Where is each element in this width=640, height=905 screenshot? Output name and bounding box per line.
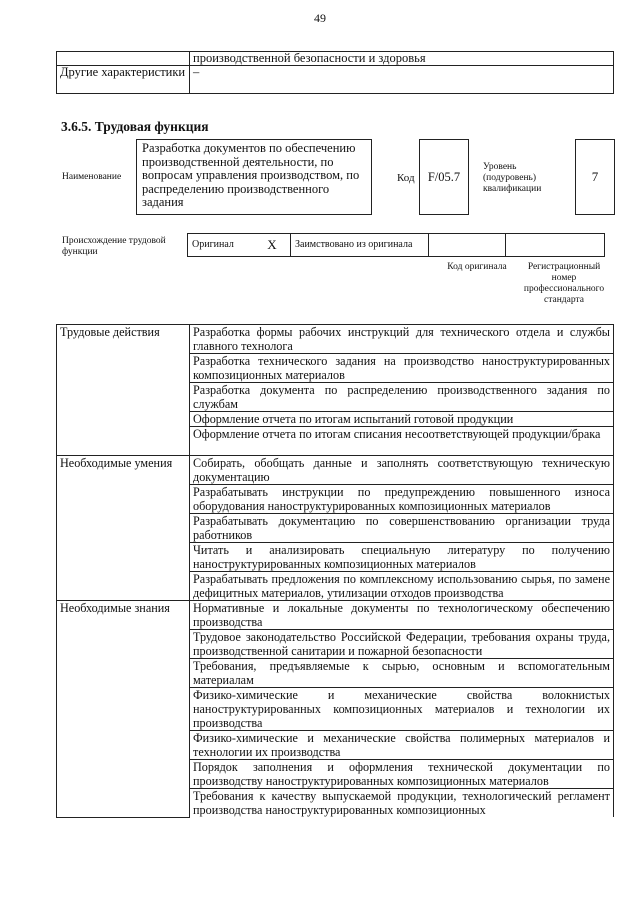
origin-label: Происхождение трудовой функции xyxy=(62,236,166,257)
list-item: Собирать, обобщать данные и заполнять соответствующую техническую документацию xyxy=(190,456,614,485)
list-item: Порядок заполнения и оформления технической документации по производству наноструктурированных композиционных материалов xyxy=(190,760,614,789)
section-title: 3.6.5. Трудовая функция xyxy=(61,119,209,134)
table-cell: производственной безопасности и здоровья xyxy=(190,52,614,66)
table-row xyxy=(57,52,614,66)
list-item: Разрабатывать инструкции по предупреждению повышенного износа оборудования наноструктурированных композиционных материалов xyxy=(190,485,614,514)
list-item: Разработка документа по распределению производственного задания по службам xyxy=(190,383,614,412)
list-item: Требования, предъявляемые к сырью, основным и вспомогательным материалам xyxy=(190,659,614,688)
list-item: Разрабатывать документацию по совершенствованию организации труда работников xyxy=(190,514,614,543)
code-original-cell xyxy=(429,234,506,257)
table-cell: – xyxy=(190,66,614,94)
reg-number-cell xyxy=(506,234,605,257)
table-row xyxy=(57,325,614,354)
list-item: Трудовое законодательство Российской Федерации, требования охраны труда, производственной санитарии и пожарной безопасности xyxy=(190,630,614,659)
list-item: Нормативные и локальные документы по технологическому обеспечению производства xyxy=(190,601,614,630)
empty-cell xyxy=(57,52,190,66)
table-row xyxy=(57,456,614,485)
level-value: 7 xyxy=(575,139,615,215)
list-item: Физико-химические и механические свойства полимерных материалов и технологии их производства xyxy=(190,731,614,760)
code-caption: Код оригинала xyxy=(447,262,507,272)
characteristics-table xyxy=(56,51,614,94)
origin-table xyxy=(187,233,605,257)
original-mark: X xyxy=(254,234,291,257)
level-label: Уровень (подуровень) квалификации xyxy=(483,162,542,194)
reg-caption: Регистрационный номер профессионального стандарта xyxy=(523,262,605,305)
list-item: Оформление отчета по итогам списания несоответствующей продукции/брака xyxy=(190,427,614,456)
list-item: Требования к качеству выпускаемой продукции, технологический регламент производства наноструктурированных композиционных xyxy=(190,789,614,818)
table-row xyxy=(57,601,614,630)
code-value: F/05.7 xyxy=(419,139,469,215)
name-label: Наименование xyxy=(62,172,122,182)
list-item: Разработка технического задания на производство наноструктурированных композиционных материалов xyxy=(190,354,614,383)
borrowed-label: Заимствовано из оригинала xyxy=(291,234,429,257)
code-label: Код xyxy=(397,172,415,184)
row-label: Другие характеристики xyxy=(57,66,190,94)
list-item: Читать и анализировать специальную литературу по получению наноструктурированных композиционных материалов xyxy=(190,543,614,572)
list-item: Разрабатывать предложения по комплексному использованию сырья, по замене дефицитных материалов, утилизации отходов производства xyxy=(190,572,614,601)
table-row xyxy=(57,66,614,94)
function-name: Разработка документов по обеспечению производственной деятельности, по вопросам управления производством, по распределению производственного задания xyxy=(136,139,372,215)
table-row xyxy=(188,234,605,257)
list-item: Разработка формы рабочих инструкций для технического отдела и службы главного технолога xyxy=(190,325,614,354)
function-details-table xyxy=(56,324,614,818)
labor-actions-label: Трудовые действия xyxy=(57,325,190,456)
list-item: Физико-химические и механические свойства волокнистых наноструктурированных композиционных материалов и технологии их производства xyxy=(190,688,614,731)
knowledge-label: Необходимые знания xyxy=(57,601,190,818)
original-label: Оригинал xyxy=(188,234,255,257)
skills-label: Необходимые умения xyxy=(57,456,190,601)
page-number: 49 xyxy=(314,11,326,25)
list-item: Оформление отчета по итогам испытаний готовой продукции xyxy=(190,412,614,427)
